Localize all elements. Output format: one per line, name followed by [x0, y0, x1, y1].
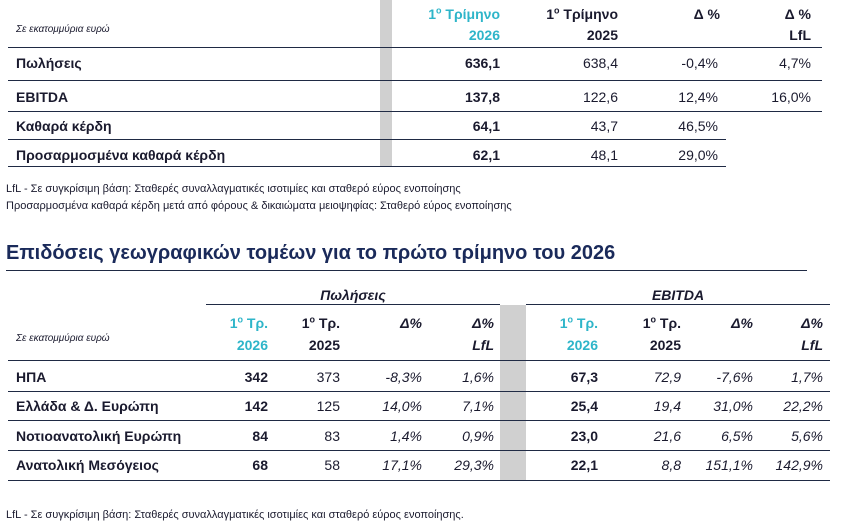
row-label: EBITDA — [16, 89, 69, 105]
unit-label: Σε εκατομμύρια ευρώ — [16, 24, 110, 35]
row-divider — [8, 420, 830, 421]
footnote-geo-lfl: LfL - Σε συγκρίσιμη βάση: Σταθερές συναλλαγματικές ισοτιμίες και σταθερό εύρος ενοποίησης. — [6, 509, 464, 521]
cell-sales-2025: 125 — [316, 398, 340, 414]
cell-sales-2025: 373 — [316, 369, 340, 385]
geo-unit-label: Σε εκατομμύρια ευρώ — [16, 333, 110, 344]
cell-delta: 29,0% — [678, 147, 718, 163]
row-label: Ανατολική Μεσόγειος — [16, 457, 159, 473]
cell-sales-lfl: 1,6% — [462, 369, 494, 385]
row-divider — [8, 166, 726, 167]
cell-sales-2025: 58 — [324, 457, 340, 473]
row-divider — [8, 480, 830, 481]
header-q1-2026: $1^o$ Τρίμηνο — [428, 5, 500, 22]
group-underline-sales — [206, 304, 500, 305]
header-ebitda-lfl-sub: LfL — [801, 337, 823, 353]
cell-ebitda-2026: 67,3 — [570, 369, 598, 385]
group-sales-label: Πωλήσεις — [320, 287, 386, 303]
row-divider — [8, 139, 726, 140]
cell-sales-delta: 1,4% — [390, 428, 422, 444]
row-divider — [8, 391, 830, 392]
cell-q2026: 137,8 — [464, 89, 500, 105]
row-divider — [8, 450, 830, 451]
row-label: Προσαρμοσμένα καθαρά κέρδη — [16, 147, 226, 163]
cell-lfl: 16,0% — [771, 89, 811, 105]
cell-lfl: 4,7% — [779, 55, 811, 71]
cell-sales-2025: 83 — [324, 428, 340, 444]
header-sales-2026-year: 2026 — [236, 337, 268, 353]
header-q1-2025-year: 2025 — [586, 27, 618, 43]
header-sales-2026: $1^o$ Τρ. — [229, 314, 268, 331]
cell-sales-2026: 68 — [252, 457, 268, 473]
row-label: Καθαρά κέρδη — [16, 118, 112, 134]
row-divider — [8, 47, 822, 48]
cell-sales-2026: 84 — [252, 428, 268, 444]
cell-sales-lfl: 29,3% — [454, 457, 494, 473]
cell-ebitda-delta: 151,1% — [705, 457, 753, 473]
cell-q2025: 638,4 — [582, 55, 618, 71]
footnote-adjusted: Προσαρμοσμένα καθαρά κέρδη μετά από φόρους & δικαιώματα μειοψηφίας: Σταθερό εύρος ενοποίησης — [6, 200, 512, 212]
cell-ebitda-lfl: 142,9% — [775, 457, 823, 473]
group-underline-ebitda — [526, 304, 830, 305]
cell-q2025: 48,1 — [590, 147, 618, 163]
header-ebitda-delta: Δ% — [731, 315, 753, 331]
section-title: Επιδόσεις γεωγραφικών τομέων για το πρώτο τρίμηνο του 2026 — [6, 242, 616, 264]
group-ebitda-label: EBITDA — [651, 287, 705, 303]
header-sales-2025-year: 2025 — [308, 337, 340, 353]
cell-ebitda-2026: 25,4 — [570, 398, 598, 414]
header-ebitda-2025: $1^o$ Τρ. — [642, 314, 681, 331]
cell-ebitda-2026: 23,0 — [570, 428, 598, 444]
cell-sales-lfl: 7,1% — [462, 398, 494, 414]
cell-sales-2026: 342 — [244, 369, 268, 385]
row-label: Πωλήσεις — [16, 55, 82, 71]
cell-ebitda-lfl: 5,6% — [791, 428, 823, 444]
cell-q2025: 43,7 — [590, 118, 618, 134]
cell-ebitda-2025: 21,6 — [653, 428, 681, 444]
title-underline — [6, 270, 807, 271]
row-label: ΗΠΑ — [16, 369, 47, 385]
cell-q2026: 64,1 — [472, 118, 500, 134]
header-sales-2025: $1^o$ Τρ. — [301, 314, 340, 331]
cell-q2026: 62,1 — [472, 147, 500, 163]
cell-delta: 46,5% — [678, 118, 718, 134]
cell-ebitda-delta: 6,5% — [721, 428, 753, 444]
row-divider — [8, 360, 830, 361]
cell-ebitda-delta: -7,6% — [716, 369, 753, 385]
cell-sales-delta: -8,3% — [385, 369, 422, 385]
cell-sales-delta: 14,0% — [382, 398, 422, 414]
header-ebitda-2025-year: 2025 — [649, 337, 681, 353]
header-ebitda-2026: $1^o$ Τρ. — [559, 314, 598, 331]
footnote-lfl: LfL - Σε συγκρίσιμη βάση: Σταθερές συναλλαγματικές ισοτιμίες και σταθερό εύρος ενοποίησης — [6, 183, 461, 195]
header-ebitda-lfl: Δ% — [801, 315, 823, 331]
cell-ebitda-2025: 8,8 — [661, 457, 681, 473]
cell-sales-lfl: 0,9% — [462, 428, 494, 444]
row-label: Νοτιοανατολική Ευρώπη — [16, 428, 182, 444]
table-separator — [500, 305, 526, 481]
cell-q2026: 636,1 — [464, 55, 500, 71]
row-divider — [8, 111, 822, 112]
header-sales-lfl-sub: LfL — [472, 337, 494, 353]
cell-delta: -0,4% — [681, 55, 718, 71]
header-q1-2026-year: 2026 — [468, 27, 500, 43]
header-q1-2025: $1^o$ Τρίμηνο — [546, 5, 618, 22]
cell-ebitda-2025: 72,9 — [653, 369, 681, 385]
cell-ebitda-2026: 22,1 — [570, 457, 598, 473]
cell-q2025: 122,6 — [582, 89, 618, 105]
cell-ebitda-2025: 19,4 — [653, 398, 681, 414]
header-delta-lfl: Δ % — [784, 6, 811, 22]
cell-sales-delta: 17,1% — [382, 457, 422, 473]
cell-ebitda-lfl: 1,7% — [791, 369, 823, 385]
header-sales-lfl: Δ% — [472, 315, 494, 331]
cell-ebitda-lfl: 22,2% — [783, 398, 823, 414]
cell-delta: 12,4% — [678, 89, 718, 105]
header-delta: Δ % — [693, 6, 720, 22]
header-delta-lfl-sub: LfL — [789, 27, 811, 43]
row-label: Ελλάδα & Δ. Ευρώπη — [16, 398, 159, 414]
row-divider — [8, 80, 822, 81]
header-ebitda-2026-year: 2026 — [566, 337, 598, 353]
cell-sales-2026: 142 — [244, 398, 268, 414]
header-sales-delta: Δ% — [400, 315, 422, 331]
cell-ebitda-delta: 31,0% — [713, 398, 753, 414]
highlight-column — [380, 0, 392, 166]
